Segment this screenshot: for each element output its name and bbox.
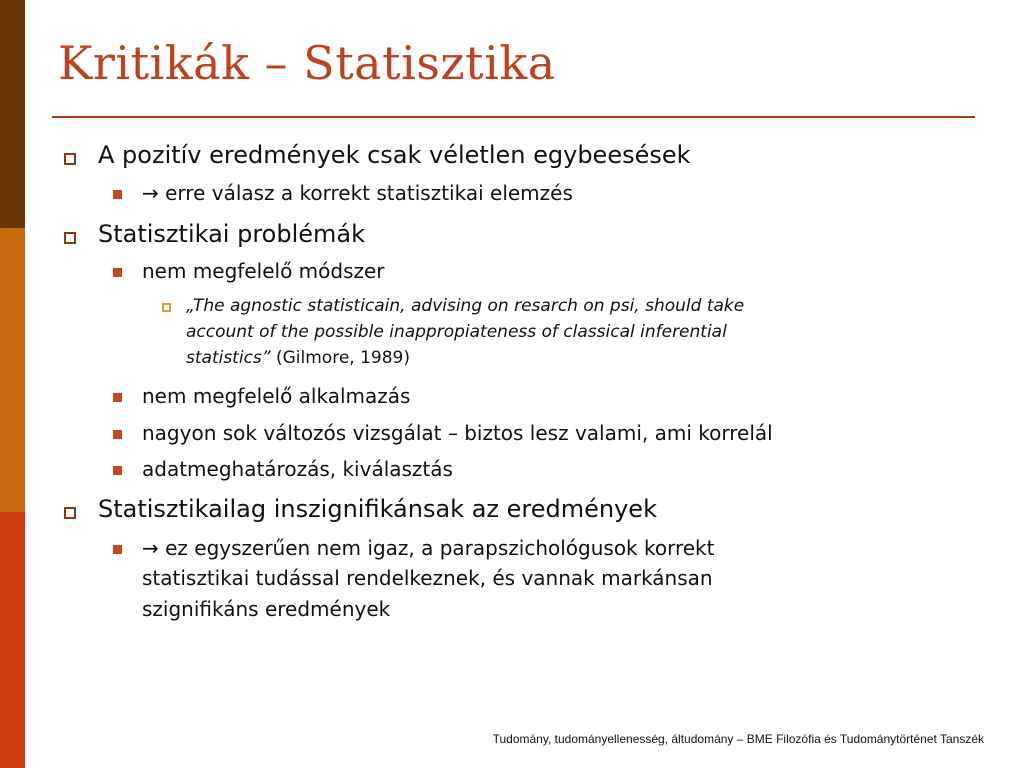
quote-line: account of the possible inappropiateness of classical inferential bbox=[186, 322, 727, 342]
small-hollow-square-bullet-icon bbox=[162, 303, 171, 312]
solid-square-bullet-icon bbox=[113, 393, 122, 402]
solid-square-bullet-icon bbox=[113, 190, 122, 199]
bullet-level1: Statisztikai problémák bbox=[98, 220, 365, 248]
bullet-level1: A pozitív eredmények csak véletlen egybeesések bbox=[98, 141, 691, 169]
bullet-level2: → erre válasz a korrekt statisztikai elemzés bbox=[142, 181, 573, 205]
quote-line: „The agnostic statisticain, advising on resarch on psi, should take bbox=[186, 296, 745, 316]
bullet-level2: nagyon sok változós vizsgálat – biztos lesz valami, ami korrelál bbox=[142, 421, 773, 445]
citation: (Gilmore, 1989) bbox=[270, 348, 410, 368]
slide-title: Kritikák – Statisztika bbox=[58, 36, 556, 90]
hollow-square-bullet-icon bbox=[64, 232, 76, 244]
quote-line-with-citation bbox=[186, 348, 410, 368]
bullet-level2: nem megfelelő módszer bbox=[142, 259, 385, 283]
title-divider bbox=[52, 116, 975, 118]
bullet-level2-line: statisztikai tudással rendelkeznek, és vannak markánsan bbox=[142, 566, 713, 590]
bullet-level2: nem megfelelő alkalmazás bbox=[142, 384, 411, 408]
bullet-level1: Statisztikailag inszignifikánsak az eredmények bbox=[98, 495, 657, 523]
solid-square-bullet-icon bbox=[113, 466, 122, 475]
solid-square-bullet-icon bbox=[113, 268, 122, 277]
side-stripe-orange bbox=[0, 228, 25, 512]
solid-square-bullet-icon bbox=[113, 430, 122, 439]
quote-text: statistics” bbox=[186, 348, 271, 368]
side-stripe-red bbox=[0, 512, 25, 768]
hollow-square-bullet-icon bbox=[64, 153, 76, 165]
bullet-level2-line: szignifikáns eredmények bbox=[142, 597, 391, 621]
bullet-level2-line: → ez egyszerűen nem igaz, a parapszichológusok korrekt bbox=[142, 536, 715, 560]
side-stripe-dark bbox=[0, 0, 25, 228]
slide-footer: Tudomány, tudományellenesség, áltudomány – BME Filozófia és Tudománytörténet Tanszék bbox=[492, 732, 984, 746]
hollow-square-bullet-icon bbox=[64, 507, 76, 519]
solid-square-bullet-icon bbox=[113, 545, 122, 554]
bullet-level2: adatmeghatározás, kiválasztás bbox=[142, 457, 453, 481]
